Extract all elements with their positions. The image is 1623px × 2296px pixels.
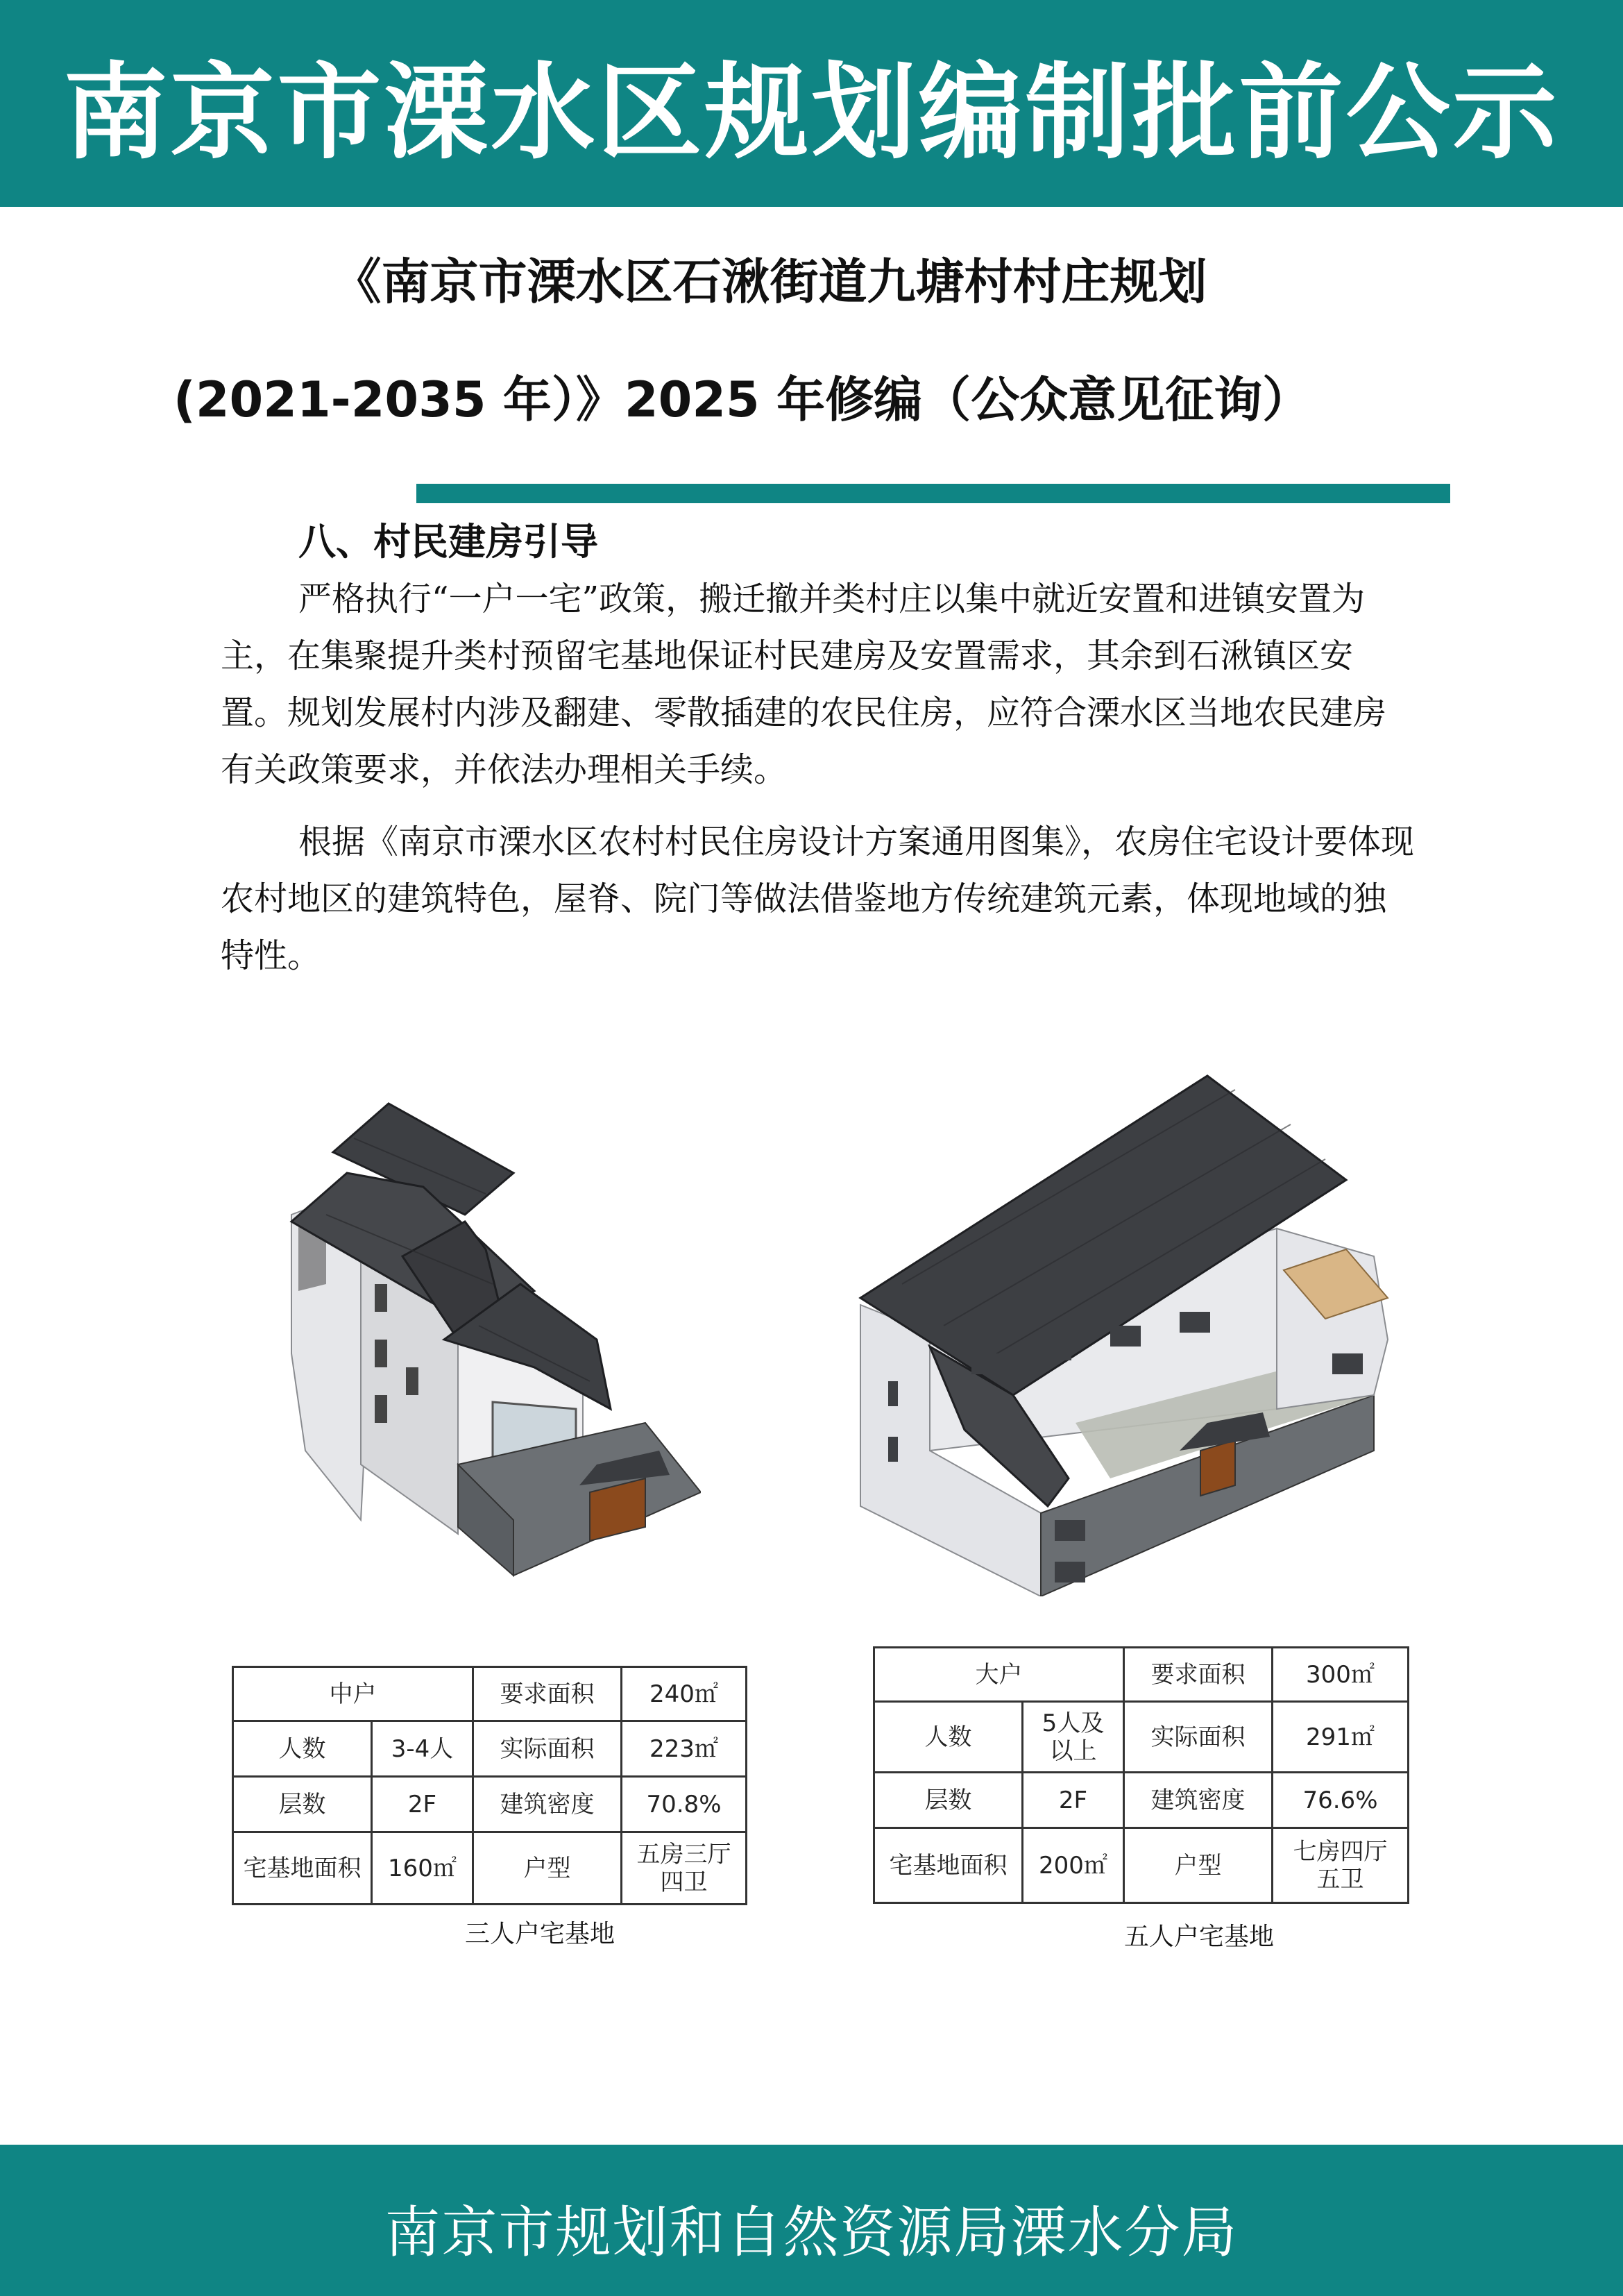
density-label: 建筑密度	[1124, 1773, 1273, 1828]
header-band	[0, 0, 1623, 207]
people-label: 人数	[874, 1702, 1023, 1773]
floors-label: 层数	[874, 1773, 1023, 1828]
people-line1: 5人及	[1042, 1709, 1105, 1737]
paragraph-policy: 严格执行“一户一宅”政策，搬迁撤并类村庄以集中就近安置和进镇安置为主，在集聚提升类村预留宅基地保证村民建房及安置需求，其余到石湫镇区安置。规划发展村内涉及翻建、零散插建的农民住房，应符合溧水区当地农民建房有关政策要求，并依法办理相关手续。	[221, 580, 1387, 789]
layout-value	[622, 1832, 747, 1905]
header-title: 南京市溧水区规划编制批前公示	[63, 51, 1560, 174]
layout-label: 户型	[473, 1832, 622, 1905]
site-area-value: 200㎡	[1023, 1828, 1124, 1903]
actual-area-value: 291㎡	[1273, 1702, 1409, 1773]
medium-household-table	[232, 1666, 747, 1905]
large-house-illustration	[847, 1062, 1416, 1599]
site-area-label: 宅基地面积	[233, 1832, 372, 1905]
people-label: 人数	[233, 1721, 372, 1777]
household-type: 大户	[874, 1648, 1124, 1702]
layout-line2: 四卫	[660, 1868, 708, 1896]
req-area-value: 300㎡	[1273, 1648, 1409, 1702]
accent-bar	[416, 484, 1450, 503]
actual-area-label: 实际面积	[473, 1721, 622, 1777]
medium-house-illustration	[284, 1076, 701, 1585]
document-title-line1: 《南京市溧水区石湫街道九塘村村庄规划	[332, 253, 1207, 310]
req-area-label: 要求面积	[473, 1667, 622, 1721]
section-heading: 八、村民建房引导	[298, 520, 598, 564]
site-area-label: 宅基地面积	[874, 1828, 1023, 1903]
large-household-table	[873, 1646, 1409, 1904]
household-type: 中户	[233, 1667, 473, 1721]
footer-band	[0, 2145, 1623, 2296]
people-value	[1023, 1702, 1124, 1773]
floors-value: 2F	[372, 1777, 473, 1832]
people-value: 3-4人	[372, 1721, 473, 1777]
actual-area-value: 223㎡	[622, 1721, 747, 1777]
document-title-line2: (2021-2035 年）》2025 年修编（公众意见征询）	[173, 371, 1311, 428]
layout-line2: 五卫	[1316, 1865, 1364, 1893]
floors-value: 2F	[1023, 1773, 1124, 1828]
people-line2: 以上	[1049, 1737, 1097, 1765]
density-value: 70.8%	[622, 1777, 747, 1832]
layout-line1: 七房四厅	[1293, 1837, 1388, 1866]
req-area-value: 240㎡	[622, 1667, 747, 1721]
site-area-value: 160㎡	[372, 1832, 473, 1905]
req-area-label: 要求面积	[1124, 1648, 1273, 1702]
actual-area-label: 实际面积	[1124, 1702, 1273, 1773]
density-label: 建筑密度	[473, 1777, 622, 1832]
footer-text: 南京市规划和自然资源局溧水分局	[384, 2200, 1239, 2265]
large-table-caption: 五人户宅基地	[1124, 1923, 1275, 1951]
medium-table-caption: 三人户宅基地	[465, 1920, 615, 1948]
layout-line1: 五房三厅	[636, 1840, 731, 1868]
floors-label: 层数	[233, 1777, 372, 1832]
density-value: 76.6%	[1273, 1773, 1409, 1828]
layout-value	[1273, 1828, 1409, 1903]
layout-label: 户型	[1124, 1828, 1273, 1903]
paragraph-design: 根据《南京市溧水区农村村民住房设计方案通用图集》，农房住宅设计要体现农村地区的建筑特色，屋脊、院门等做法借鉴地方传统建筑元素，体现地域的独特性。	[221, 822, 1415, 975]
